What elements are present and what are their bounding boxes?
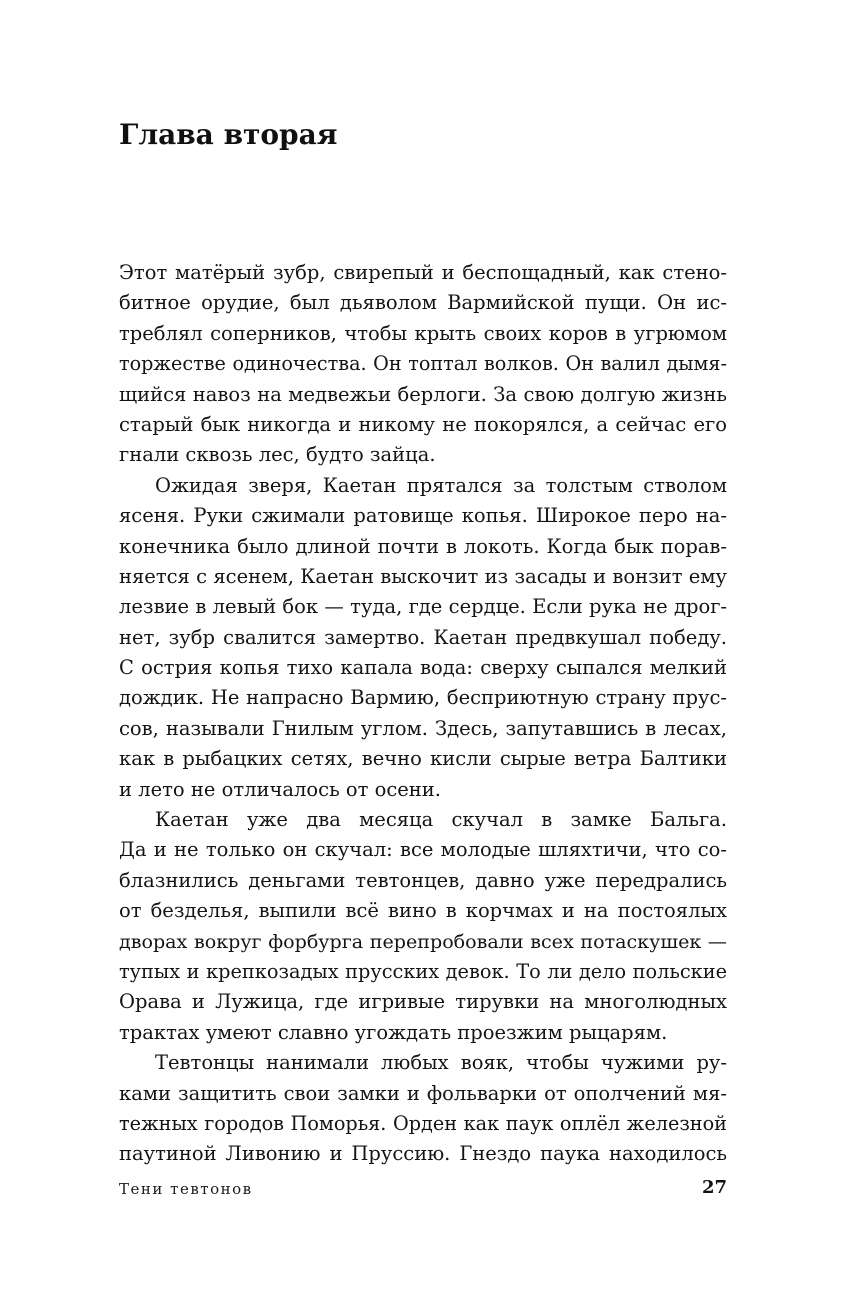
text-line: как в рыбацких сетях, вечно кисли сырые ветра Балтики	[119, 747, 727, 771]
text-line: лезвие в левый бок — туда, где сердце. Если рука не дрог-	[119, 595, 727, 619]
text-line: Орава и Лужица, где игривые тирувки на многолюдных	[119, 990, 727, 1014]
text-line: торжестве одиночества. Он топтал волков. Он валил дымя-	[119, 352, 727, 376]
text-line: старый бык никогда и никому не покорялся, а сейчас его	[119, 412, 727, 436]
text-line: паутиной Ливонию и Пруссию. Гнездо паука находилось	[119, 1142, 727, 1166]
text-line: С острия копья тихо капала вода: сверху сыпался мелкий	[119, 656, 727, 680]
body-text	[119, 258, 727, 1170]
text-line: дождик. Не напрасно Вармию, бесприютную страну прус-	[119, 686, 727, 710]
text-line: няется с ясенем, Каетан выскочит из засады и вонзит ему	[119, 564, 727, 588]
text-line: от безделья, выпили всё вино в корчмах и на постоялых	[119, 899, 727, 923]
text-line: трактах умеют славно угождать проезжим рыцарям.	[119, 1020, 668, 1044]
text-line: нет, зубр свалится замертво. Каетан предвкушал победу.	[119, 625, 727, 649]
text-line: и лето не отличалось от осени.	[119, 777, 441, 801]
chapter-title: Глава вторая	[119, 118, 338, 151]
text-line: щийся навоз на медвежьи берлоги. За свою долгую жизнь	[119, 382, 727, 406]
text-line: битное орудие, был дьяволом Вармийской пущи. Он ис-	[119, 291, 727, 315]
text-line: гнали сквозь лес, будто зайца.	[119, 443, 436, 467]
text-line: блазнились деньгами тевтонцев, давно уже передрались	[119, 868, 727, 892]
text-line: конечника было длиной почти в локоть. Когда бык порав-	[119, 534, 727, 558]
text-line: сов, называли Гнилым углом. Здесь, запутавшись в лесах,	[119, 716, 727, 740]
text-line: Да и не только он скучал: все молодые шляхтичи, что со-	[119, 838, 727, 862]
text-line: Ожидая зверя, Каетан прятался за толстым стволом	[155, 473, 727, 497]
text-line: треблял соперников, чтобы крыть своих коров в угрюмом	[119, 321, 727, 345]
text-line: тупых и крепкозадых прусских девок. То ли дело польские	[119, 959, 727, 983]
running-footer-book-title: Тени тевтонов	[119, 1180, 253, 1198]
text-line: Каетан уже два месяца скучал в замке Бальга.	[155, 808, 727, 832]
page-number: 27	[701, 1177, 727, 1198]
text-line: ясеня. Руки сжимали ратовище копья. Широкое перо на-	[119, 504, 727, 528]
text-line: тежных городов Поморья. Орден как паук оплёл железной	[119, 1111, 727, 1135]
text-line: Этот матёрый зубр, свирепый и беспощадный, как стено-	[119, 261, 727, 284]
text-line: Тевтонцы нанимали любых вояк, чтобы чужими ру-	[155, 1051, 727, 1075]
text-line: ками защитить свои замки и фольварки от ополчений мя-	[119, 1081, 727, 1105]
text-line: дворах вокруг форбурга перепробовали всех потаскушек —	[119, 929, 727, 953]
